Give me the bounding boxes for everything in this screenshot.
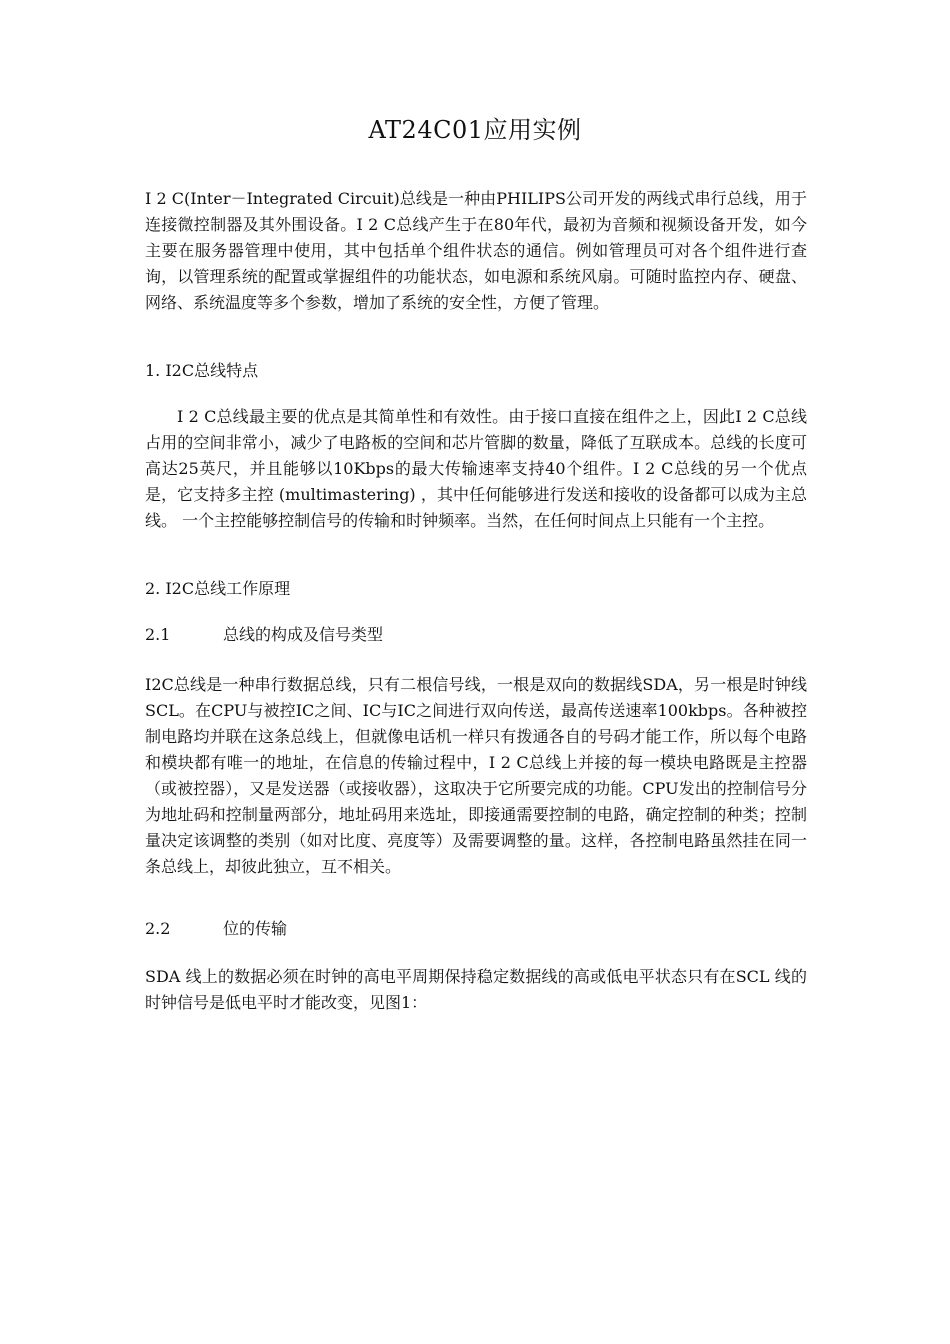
intro-paragraph: I 2 C(Inter－Integrated Circuit)总线是一种由PHILIPS公司开发的两线式串行总线，用于连接微控制器及其外围设备。I 2 C总线产生于在80年代，最初为音频和视频设备开发，如今主要在服务器管理中使用，其中包括单个组件状态的通信。例如管理员可对各个组件进行查询，以管理系统的配置或掌握组件的功能状态，如电源和系统风扇。可随时监控内存、硬盘、网络、系统温度等多个参数，增加了系统的安全性，方便了管理。 — [145, 189, 807, 312]
section-2-2-heading — [145, 916, 807, 942]
section-2-2-paragraph: SDA 线上的数据必须在时钟的高电平周期保持稳定数据线的高或低电平状态只有在SCL 线的时钟信号是低电平时才能改变，见图1： — [145, 967, 807, 1012]
document-title: AT24C01应用实例 — [368, 116, 582, 144]
section-2-1-paragraph: I2C总线是一种串行数据总线，只有二根信号线，一根是双向的数据线SDA，另一根是时钟线SCL。在CPU与被控IC之间、IC与IC之间进行双向传送，最高传送速率100kbps。各种被控制电路均并联在这条总线上，但就像电话机一样只有拨通各自的号码才能工作，所以每个电路和模块都有唯一的地址，在信息的传输过程中，I 2 C总线上并接的每一模块电路既是主控器（或被控器），又是发送器（或接收器），这取决于它所要完成的功能。CPU发出的控制信号分为地址码和控制量两部分，地址码用来选址，即接通需要控制的电路，确定控制的种类；控制量决定该调整的类别（如对比度、亮度等）及需要调整的量。这样，各控制电路虽然挂在同一条总线上，却彼此独立，互不相关。 — [145, 675, 807, 876]
section-1-heading: 1. I2C总线特点 — [145, 361, 259, 380]
section-1-paragraph: I 2 C总线最主要的优点是其简单性和有效性。由于接口直接在组件之上，因此I 2 C总线占用的空间非常小，减少了电路板的空间和芯片管脚的数量，降低了互联成本。总线的长度可高达25英尺，并且能够以10Kbps的最大传输速率支持40个组件。I 2 C总线的另一个优点是，它支持多主控 (multimastering) ，其中任何能够进行发送和接收的设备都可以成为主总线。 一个主控能够控制信号的传输和时钟频率。当然，在任何时间点上只能有一个主控。 — [145, 407, 807, 530]
section-2-1-heading — [145, 622, 807, 648]
section-2-1-title: 总线的构成及信号类型 — [223, 625, 384, 644]
section-2-1-number: 2.1 — [145, 625, 171, 644]
section-2-2-number: 2.2 — [145, 919, 171, 938]
section-2-heading: 2. I2C总线工作原理 — [145, 579, 291, 598]
section-2-2-title: 位的传输 — [223, 919, 288, 938]
